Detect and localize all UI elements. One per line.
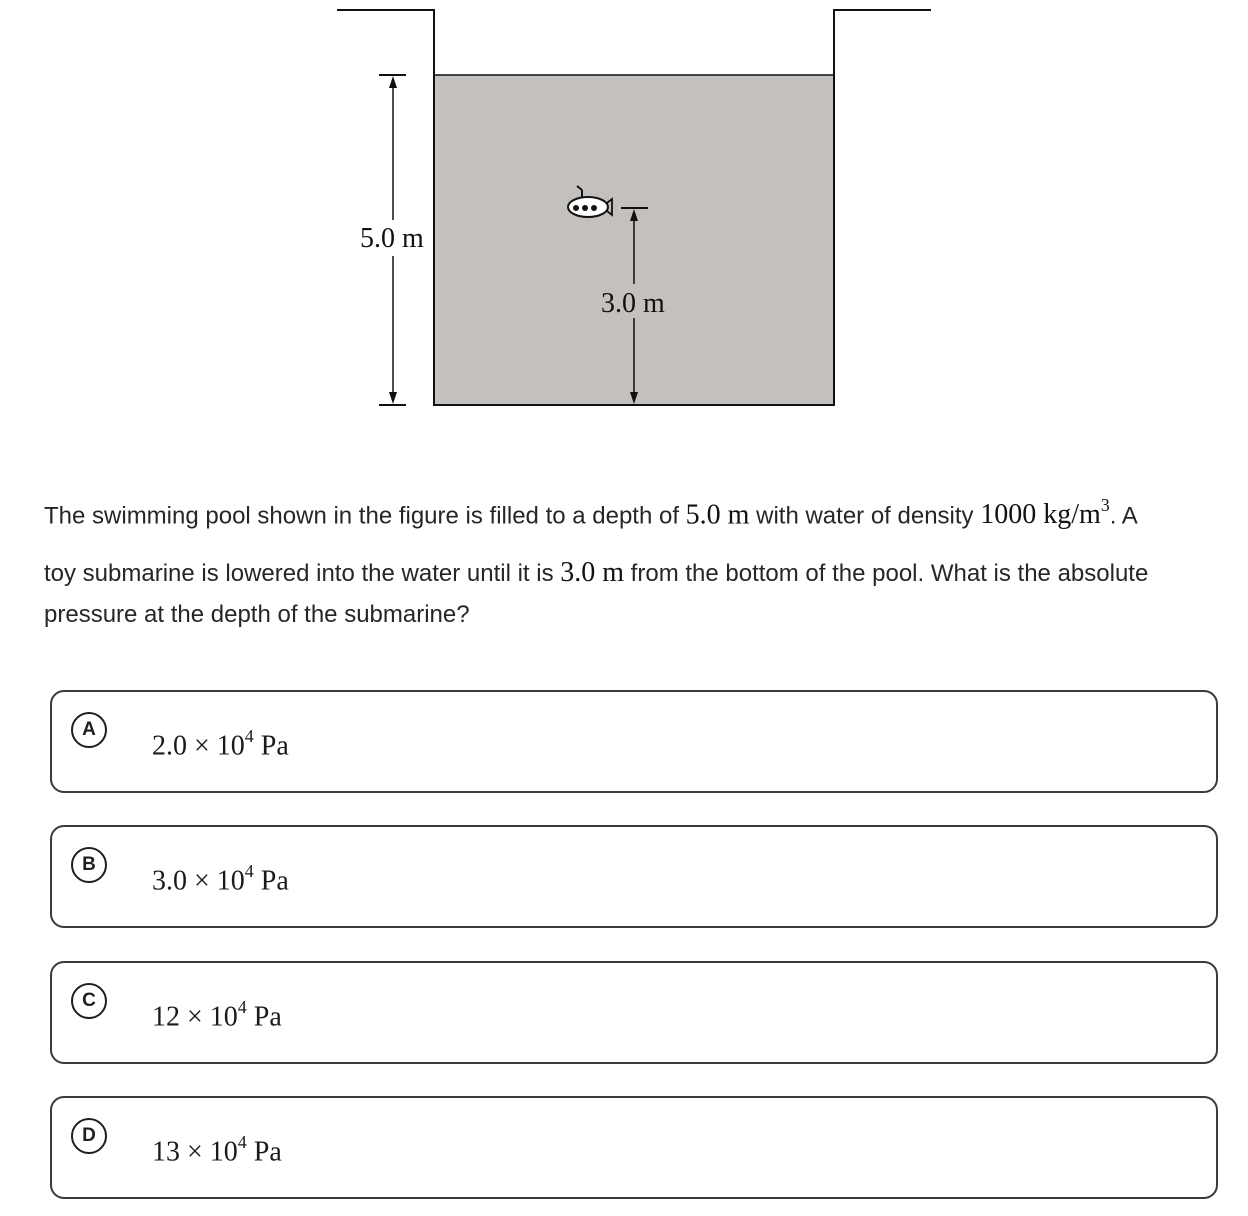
pool-diagram [0,0,1248,430]
height-value: 3.0 m [560,557,625,588]
question-line-2: toy submarine is lowered into the water until it is 3.0 m from the bottom of the pool. What is the absolute [44,557,1149,588]
option-value: $2.0 \times 10^4$ Pa [152,726,289,762]
option-letter-badge: C [71,983,107,1019]
submarine-height-label: 3.0 m [601,288,665,319]
option-letter-badge: D [71,1118,107,1154]
depth-value: 5.0 m [685,499,750,531]
option-letter-badge: A [71,712,107,748]
option-value: $12 \times 10^4$ Pa [152,997,282,1033]
answer-option-c[interactable] [50,961,1218,1064]
density-value: 1000 $kg/m^3$ [980,495,1110,531]
answer-option-d[interactable] [50,1096,1218,1199]
option-value: $13 \times 10^4$ Pa [152,1132,282,1168]
total-depth-label: 5.0 m [360,223,424,254]
question-line-1: The swimming pool shown in the figure is filled to a depth of 5.0 m with water of density 1000 $kg/m^3$. A [44,495,1138,531]
option-letter-badge: B [71,847,107,883]
answer-option-a[interactable] [50,690,1218,793]
option-value: $3.0 \times 10^4$ Pa [152,861,289,897]
question-line-3: pressure at the depth of the submarine? [44,601,470,628]
answer-option-b[interactable] [50,825,1218,928]
